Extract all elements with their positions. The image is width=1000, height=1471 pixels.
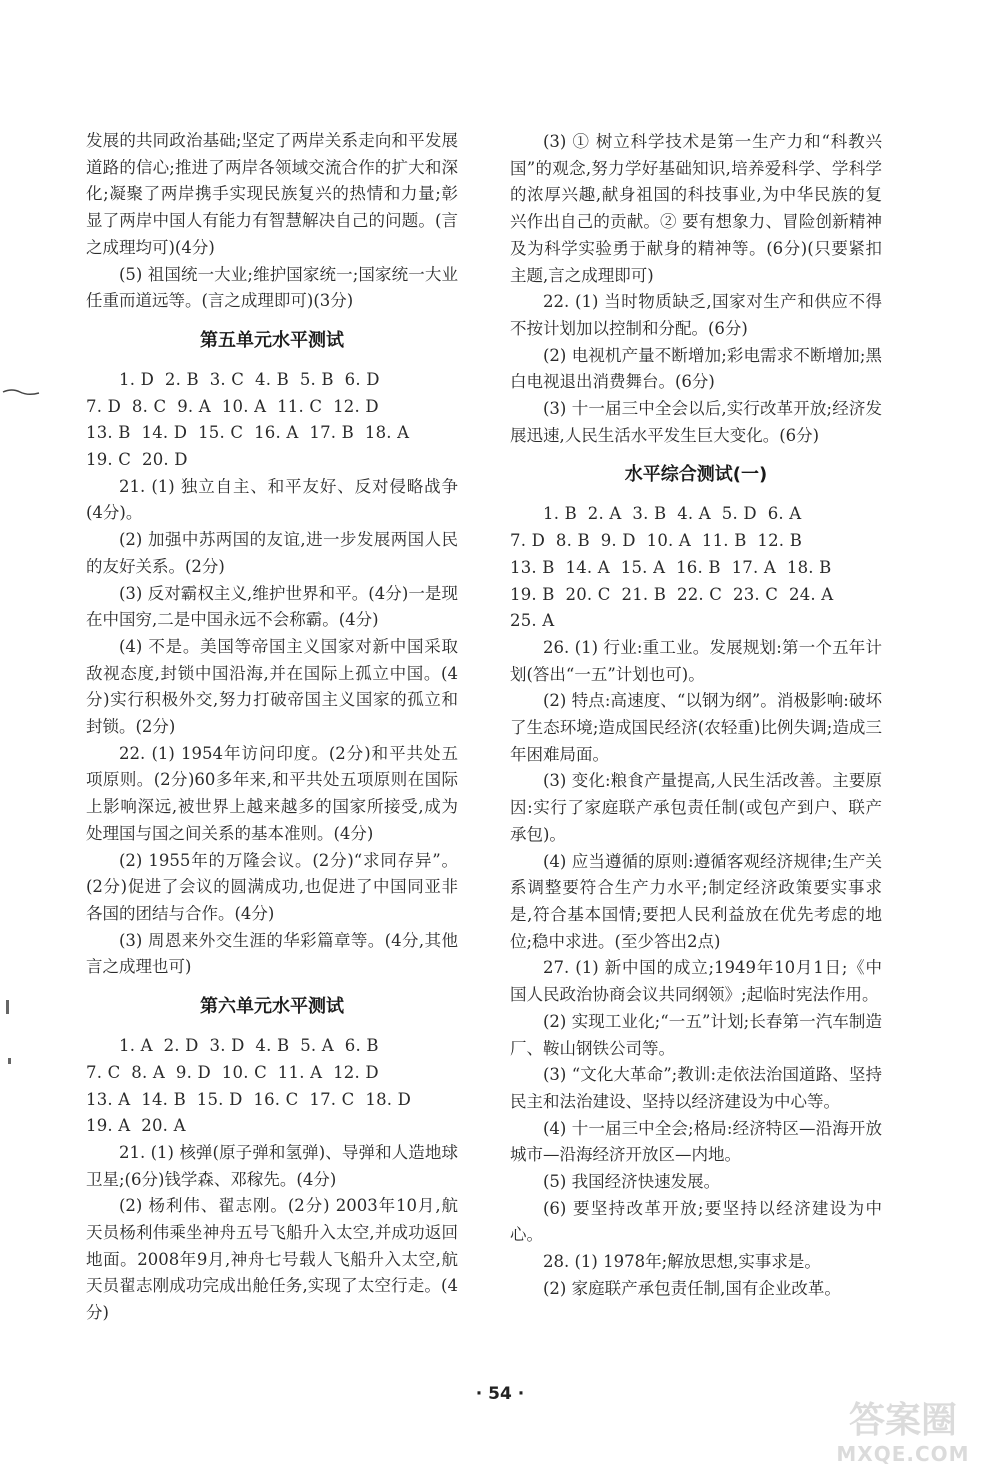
paragraph: (5) 祖国统一大业;维护国家统一;国家统一大业任重而道远等。(言之成理即可)(3分)	[86, 264, 458, 311]
watermark-url: MXQE.COM	[836, 1442, 970, 1466]
paragraph: 28. (1) 1978年;解放思想,实事求是。	[543, 1252, 821, 1272]
right-column	[510, 129, 882, 1303]
left-column	[86, 128, 458, 1327]
scan-mark	[6, 1000, 9, 1014]
paragraph: (3) ① 树立科学技术是第一生产力和“科教兴国”的观念,努力学好基础知识,培养爱科学、学科学的浓厚兴趣,献身祖国的科技事业,为中华民族的复兴作出自己的贡献。② 要有想象力、冒险创新精神及为科学实验勇于献身的精神等。(6分)(只要紧扣主题,言之成理即可)	[510, 132, 882, 285]
watermark-logo	[808, 1400, 998, 1470]
paragraph: (3) “文化大革命”;教训:走依法治国道路、坚持民主和法治建设、坚持以经济建设为中心等。	[510, 1065, 882, 1111]
section-heading-comprehensive1: 水平综合测试(一)	[624, 464, 768, 486]
paragraph: (2) 电视机产量不断增加;彩电需求不断增加;黑白电视退出消费舞台。(6分)	[510, 345, 882, 392]
paragraph: (3) 反对霸权主义,维护世界和平。(4分)一是现在中国穷,二是中国永远不会称霸。(4分)	[86, 583, 458, 630]
paragraph: (3) 变化:粮食产量提高,人民生活改善。主要原因:实行了家庭联产承包责任制(或包产到户、联产承包)。	[510, 771, 882, 844]
paragraph: 27. (1) 新中国的成立;1949年10月1日;《中国人民政治协商会议共同纲领》;起临时宪法作用。	[510, 958, 882, 1005]
answer-line: 7. C 8. A 9. D 10. C 11. A 12. D	[86, 1062, 379, 1082]
answer-line: 19. C 20. D	[86, 450, 188, 470]
answer-line: 1. B 2. A 3. B 4. A 5. D 6. A	[543, 504, 802, 524]
answer-line: 13. B 14. A 15. A 16. B 17. A 18. B	[510, 557, 832, 577]
paragraph: 26. (1) 行业:重工业。发展规划:第一个五年计划(答出“一五”计划也可)。	[510, 637, 882, 684]
paragraph: 22. (1) 当时物质缺乏,国家对生产和供应不得不按计划加以控制和分配。(6分)	[510, 292, 882, 338]
answer-line: 7. D 8. B 9. D 10. A 11. B 12. B	[510, 531, 803, 551]
paragraph: 22. (1) 1954年访问印度。(2分)和平共处五项原则。(2分)60多年来,和平共处五项原则在国际上影响深远,被世界上越来越多的国家所接受,成为处理国与国之间关系的基本准则。(4分)	[86, 743, 458, 843]
paragraph: 21. (1) 独立自主、和平友好、反对侵略战争(4分)。	[86, 476, 458, 523]
paragraph: (2) 1955年的万隆会议。(2分)“求同存异”。(2分)促进了会议的圆满成功,也促进了中国同亚非各国的团结与合作。(4分)	[86, 850, 458, 923]
paragraph: (2) 杨利伟、翟志刚。(2分) 2003年10月,航天员杨利伟乘坐神舟五号飞船升入太空,并成功返回地面。2008年9月,神舟七号载人飞船升入太空,航天员翟志刚成功完成出舱任务,实现了太空行走。(4分)	[86, 1196, 458, 1323]
paragraph: 21. (1) 核弹(原子弹和氢弹)、导弹和人造地球卫星;(6分)钱学森、邓稼先。(4分)	[86, 1142, 458, 1189]
answer-line: 19. B 20. C 21. B 22. C 23. C 24. A	[510, 584, 834, 604]
answer-line: 25. A	[510, 611, 555, 631]
paragraph: (4) 十一届三中全会;格局:经济特区—沿海开放城市—沿海经济开放区—内地。	[510, 1118, 882, 1165]
watermark-text: 答案圈	[848, 1400, 957, 1441]
answer-line: 19. A 20. A	[86, 1116, 186, 1136]
section-heading-unit5: 第五单元水平测试	[200, 329, 344, 351]
paragraph: (2) 实现工业化;“一五”计划;长春第一汽车制造厂、鞍山钢铁公司等。	[510, 1011, 882, 1058]
paragraph: (4) 不是。美国等帝国主义国家对新中国采取敌视态度,封锁中国沿海,并在国际上孤立中国。(4分)实行积极外交,努力打破帝国主义国家的孤立和封锁。(2分)	[86, 636, 458, 737]
paragraph: (5) 我国经济快速发展。	[543, 1172, 721, 1192]
paragraph: (3) 周恩来外交生涯的华彩篇章等。(4分,其他言之成理也可)	[86, 930, 458, 977]
scan-mark	[2, 388, 40, 396]
answer-line: 13. A 14. B 15. D 16. C 17. C 18. D	[86, 1089, 412, 1109]
paragraph: (6) 要坚持改革开放;要坚持以经济建设为中心。	[510, 1198, 882, 1245]
section-heading-unit6: 第六单元水平测试	[200, 996, 344, 1018]
answer-line: 7. D 8. C 9. A 10. A 11. C 12. D	[86, 396, 379, 416]
paragraph: (2) 家庭联产承包责任制,国有企业改革。	[543, 1278, 841, 1298]
paragraph: (4) 应当遵循的原则:遵循客观经济规律;生产关系调整要符合生产力水平;制定经济政策要实事求是,符合基本国情;要把人民利益放在优先考虑的地位;稳中求进。(至少答出2点)	[510, 851, 882, 951]
answer-line: 1. A 2. D 3. D 4. B 5. A 6. B	[119, 1036, 379, 1056]
paragraph: (3) 十一届三中全会以后,实行改革开放;经济发展迅速,人民生活水平发生巨大变化。(6分)	[510, 399, 882, 445]
paragraph: (2) 加强中苏两国的友谊,进一步发展两国人民的友好关系。(2分)	[86, 530, 458, 576]
answer-line: 1. D 2. B 3. C 4. B 5. B 6. D	[119, 369, 380, 389]
paragraph: (2) 特点:高速度、“以钢为纲”。消极影响:破坏了生态环境;造成国民经济(农轻重)比例失调;造成三年困难局面。	[510, 691, 882, 764]
scan-mark	[8, 1058, 11, 1064]
page-number: · 54 ·	[475, 1384, 525, 1404]
paragraph: 发展的共同政治基础;坚定了两岸关系走向和平发展道路的信心;推进了两岸各领域交流合作的扩大和深化;凝聚了两岸携手实现民族复兴的热情和力量;彰显了两岸中国人有能力有智慧解决自己的问题。(言之成理均可)(4分)	[86, 131, 458, 257]
answer-line: 13. B 14. D 15. C 16. A 17. B 18. A	[86, 423, 410, 443]
